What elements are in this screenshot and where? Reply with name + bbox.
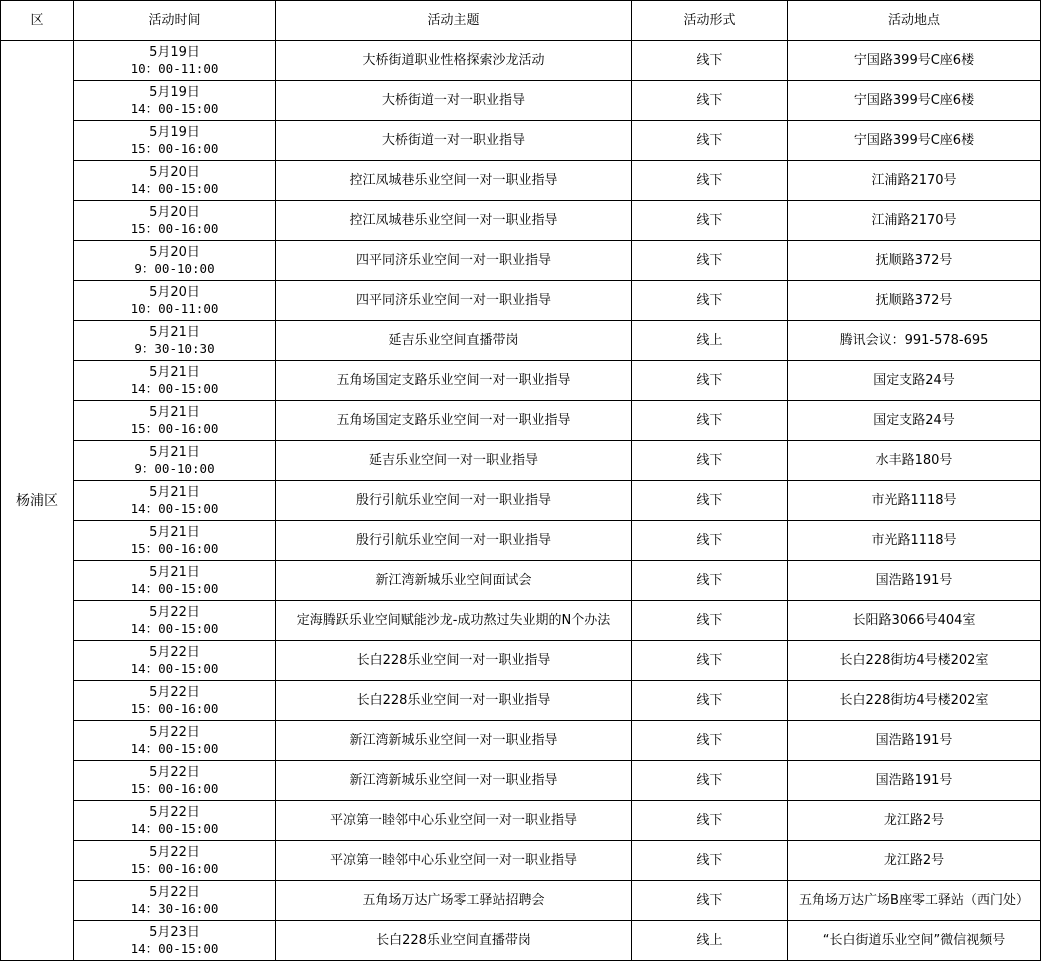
- activity-format-cell: 线下: [632, 81, 788, 121]
- header-row: [1, 1, 1041, 41]
- table-row: [1, 601, 1041, 641]
- activity-topic-cell: 殷行引航乐业空间一对一职业指导: [276, 481, 632, 521]
- activity-location-cell: 国定支路24号: [788, 361, 1041, 401]
- activity-time-cell: [74, 201, 276, 241]
- activity-format-cell: 线下: [632, 681, 788, 721]
- table-row: [1, 121, 1041, 161]
- activity-format-cell: 线上: [632, 921, 788, 961]
- activity-topic-cell: 平凉第一睦邻中心乐业空间一对一职业指导: [276, 801, 632, 841]
- table-row: [1, 241, 1041, 281]
- header-district: 区: [1, 1, 74, 41]
- activity-time-range: 10：00-11:00: [130, 60, 219, 76]
- activity-format-cell: 线下: [632, 561, 788, 601]
- table-row: [1, 641, 1041, 681]
- activity-format-cell: 线下: [632, 361, 788, 401]
- activity-date: 5月20日: [149, 284, 200, 300]
- activity-location-cell: 抚顺路372号: [788, 241, 1041, 281]
- district-cell: 杨浦区: [1, 41, 74, 961]
- activity-format-cell: 线下: [632, 801, 788, 841]
- activity-date: 5月19日: [149, 84, 200, 100]
- activity-topic-cell: 五角场国定支路乐业空间一对一职业指导: [276, 361, 632, 401]
- activity-format-cell: 线下: [632, 41, 788, 81]
- activity-time-cell: [74, 721, 276, 761]
- activity-location-cell: 江浦路2170号: [788, 161, 1041, 201]
- table-row: [1, 681, 1041, 721]
- activity-topic-cell: 四平同济乐业空间一对一职业指导: [276, 241, 632, 281]
- activity-topic-cell: 长白228乐业空间直播带岗: [276, 921, 632, 961]
- activity-date: 5月21日: [149, 324, 200, 340]
- activity-time-range: 15：00-16:00: [130, 540, 219, 556]
- activity-location-cell: 市光路1118号: [788, 521, 1041, 561]
- activity-time-range: 14：00-15:00: [130, 500, 219, 516]
- activity-topic-cell: 五角场国定支路乐业空间一对一职业指导: [276, 401, 632, 441]
- activity-time-cell: [74, 881, 276, 921]
- table-row: [1, 521, 1041, 561]
- table-row: [1, 361, 1041, 401]
- activity-format-cell: 线下: [632, 761, 788, 801]
- activity-date: 5月22日: [149, 724, 200, 740]
- activity-time-cell: [74, 761, 276, 801]
- activity-location-cell: 国浩路191号: [788, 761, 1041, 801]
- table-row: [1, 161, 1041, 201]
- table-row: [1, 841, 1041, 881]
- activity-date: 5月21日: [149, 444, 200, 460]
- activity-time-cell: [74, 801, 276, 841]
- activity-format-cell: 线下: [632, 481, 788, 521]
- activity-time-cell: [74, 641, 276, 681]
- header-format: 活动形式: [632, 1, 788, 41]
- activity-time-cell: [74, 841, 276, 881]
- activity-time-range: 14：00-15:00: [130, 100, 219, 116]
- activity-location-cell: 长白228街坊4号楼202室: [788, 641, 1041, 681]
- activity-time-range: 15：00-16:00: [130, 140, 219, 156]
- activity-topic-cell: 新江湾新城乐业空间一对一职业指导: [276, 761, 632, 801]
- activity-time-cell: [74, 681, 276, 721]
- activity-location-cell: 国浩路191号: [788, 561, 1041, 601]
- table-row: [1, 201, 1041, 241]
- activity-time-cell: [74, 561, 276, 601]
- activity-format-cell: 线下: [632, 401, 788, 441]
- activity-time-cell: [74, 161, 276, 201]
- activity-location-cell: 宁国路399号C座6楼: [788, 81, 1041, 121]
- activity-location-cell: 宁国路399号C座6楼: [788, 121, 1041, 161]
- table-row: [1, 321, 1041, 361]
- activity-time-cell: [74, 441, 276, 481]
- activity-time-range: 14：30-16:00: [130, 900, 219, 916]
- activity-date: 5月20日: [149, 204, 200, 220]
- activity-format-cell: 线下: [632, 521, 788, 561]
- activity-time-range: 15：00-16:00: [130, 420, 219, 436]
- activity-time-range: 9：00-10:00: [134, 260, 215, 276]
- table-row: [1, 41, 1041, 81]
- activity-time-range: 14：00-15:00: [130, 620, 219, 636]
- activity-date: 5月22日: [149, 804, 200, 820]
- activity-topic-cell: 定海腾跃乐业空间赋能沙龙-成功熬过失业期的N个办法: [276, 601, 632, 641]
- activity-time-range: 9：30-10:30: [134, 340, 215, 356]
- activity-time-cell: [74, 241, 276, 281]
- activity-location-cell: 腾讯会议：991-578-695: [788, 321, 1041, 361]
- activity-time-cell: [74, 41, 276, 81]
- activity-format-cell: 线下: [632, 641, 788, 681]
- activity-time-range: 9：00-10:00: [134, 460, 215, 476]
- table-body: [1, 41, 1041, 961]
- activity-topic-cell: 长白228乐业空间一对一职业指导: [276, 641, 632, 681]
- activity-date: 5月21日: [149, 484, 200, 500]
- activity-topic-cell: 新江湾新城乐业空间一对一职业指导: [276, 721, 632, 761]
- table-row: [1, 481, 1041, 521]
- activity-date: 5月20日: [149, 164, 200, 180]
- activity-time-range: 14：00-15:00: [130, 380, 219, 396]
- activity-format-cell: 线下: [632, 201, 788, 241]
- activity-time-cell: [74, 121, 276, 161]
- activity-time-cell: [74, 401, 276, 441]
- activity-format-cell: 线下: [632, 601, 788, 641]
- header-topic: 活动主题: [276, 1, 632, 41]
- activity-location-cell: 长白228街坊4号楼202室: [788, 681, 1041, 721]
- activity-time-range: 15：00-16:00: [130, 220, 219, 236]
- activity-date: 5月19日: [149, 44, 200, 60]
- activity-date: 5月22日: [149, 764, 200, 780]
- activity-topic-cell: 长白228乐业空间一对一职业指导: [276, 681, 632, 721]
- activity-date: 5月22日: [149, 644, 200, 660]
- activity-topic-cell: 控江凤城巷乐业空间一对一职业指导: [276, 161, 632, 201]
- activity-topic-cell: 控江凤城巷乐业空间一对一职业指导: [276, 201, 632, 241]
- activity-time-range: 14：00-15:00: [130, 580, 219, 596]
- activity-date: 5月19日: [149, 124, 200, 140]
- activity-time-cell: [74, 281, 276, 321]
- table-row: [1, 401, 1041, 441]
- table-header: [1, 1, 1041, 41]
- activity-date: 5月20日: [149, 244, 200, 260]
- activity-format-cell: 线上: [632, 321, 788, 361]
- header-location: 活动地点: [788, 1, 1041, 41]
- activity-time-range: 10：00-11:00: [130, 300, 219, 316]
- activity-time-cell: [74, 481, 276, 521]
- table-row: [1, 281, 1041, 321]
- activity-location-cell: 水丰路180号: [788, 441, 1041, 481]
- activity-topic-cell: 大桥街道一对一职业指导: [276, 81, 632, 121]
- activity-time-range: 15：00-16:00: [130, 860, 219, 876]
- activity-time-cell: [74, 321, 276, 361]
- table-row: [1, 881, 1041, 921]
- activity-time-cell: [74, 361, 276, 401]
- activity-topic-cell: 大桥街道职业性格探索沙龙活动: [276, 41, 632, 81]
- activity-time-range: 14：00-15:00: [130, 660, 219, 676]
- activity-date: 5月22日: [149, 884, 200, 900]
- activity-time-range: 14：00-15:00: [130, 940, 219, 956]
- activity-date: 5月21日: [149, 524, 200, 540]
- activity-location-cell: 长阳路3066号404室: [788, 601, 1041, 641]
- activity-location-cell: 龙江路2号: [788, 841, 1041, 881]
- activity-location-cell: 国浩路191号: [788, 721, 1041, 761]
- activity-topic-cell: 延吉乐业空间一对一职业指导: [276, 441, 632, 481]
- activity-location-cell: 五角场万达广场B座零工驿站（西门处）: [788, 881, 1041, 921]
- activity-location-cell: 龙江路2号: [788, 801, 1041, 841]
- activity-location-cell: 抚顺路372号: [788, 281, 1041, 321]
- activity-topic-cell: 新江湾新城乐业空间面试会: [276, 561, 632, 601]
- activity-date: 5月22日: [149, 604, 200, 620]
- table-row: [1, 561, 1041, 601]
- header-time: 活动时间: [74, 1, 276, 41]
- activity-topic-cell: 殷行引航乐业空间一对一职业指导: [276, 521, 632, 561]
- activity-time-range: 14：00-15:00: [130, 740, 219, 756]
- activity-time-cell: [74, 81, 276, 121]
- activity-format-cell: 线下: [632, 281, 788, 321]
- activity-location-cell: 宁国路399号C座6楼: [788, 41, 1041, 81]
- activity-format-cell: 线下: [632, 841, 788, 881]
- activity-date: 5月21日: [149, 364, 200, 380]
- activity-location-cell: 江浦路2170号: [788, 201, 1041, 241]
- table-row: [1, 801, 1041, 841]
- table-row: [1, 81, 1041, 121]
- activity-date: 5月21日: [149, 404, 200, 420]
- table-row: [1, 761, 1041, 801]
- activity-format-cell: 线下: [632, 161, 788, 201]
- activity-time-range: 14：00-15:00: [130, 180, 219, 196]
- activity-location-cell: 国定支路24号: [788, 401, 1041, 441]
- activity-location-cell: “长白街道乐业空间”微信视频号: [788, 921, 1041, 961]
- activity-date: 5月21日: [149, 564, 200, 580]
- activity-time-range: 15：00-16:00: [130, 700, 219, 716]
- activity-topic-cell: 四平同济乐业空间一对一职业指导: [276, 281, 632, 321]
- activity-date: 5月22日: [149, 684, 200, 700]
- activity-date: 5月22日: [149, 844, 200, 860]
- activity-time-range: 14：00-15:00: [130, 820, 219, 836]
- table-row: [1, 921, 1041, 961]
- activity-time-cell: [74, 521, 276, 561]
- activity-format-cell: 线下: [632, 881, 788, 921]
- activity-topic-cell: 平凉第一睦邻中心乐业空间一对一职业指导: [276, 841, 632, 881]
- table-row: [1, 721, 1041, 761]
- activity-time-cell: [74, 921, 276, 961]
- activity-topic-cell: 五角场万达广场零工驿站招聘会: [276, 881, 632, 921]
- activity-format-cell: 线下: [632, 721, 788, 761]
- activity-format-cell: 线下: [632, 241, 788, 281]
- table-row: [1, 441, 1041, 481]
- activity-topic-cell: 延吉乐业空间直播带岗: [276, 321, 632, 361]
- activity-topic-cell: 大桥街道一对一职业指导: [276, 121, 632, 161]
- activity-date: 5月23日: [149, 924, 200, 940]
- activity-format-cell: 线下: [632, 121, 788, 161]
- activity-time-cell: [74, 601, 276, 641]
- activity-location-cell: 市光路1118号: [788, 481, 1041, 521]
- activity-format-cell: 线下: [632, 441, 788, 481]
- activity-time-range: 15：00-16:00: [130, 780, 219, 796]
